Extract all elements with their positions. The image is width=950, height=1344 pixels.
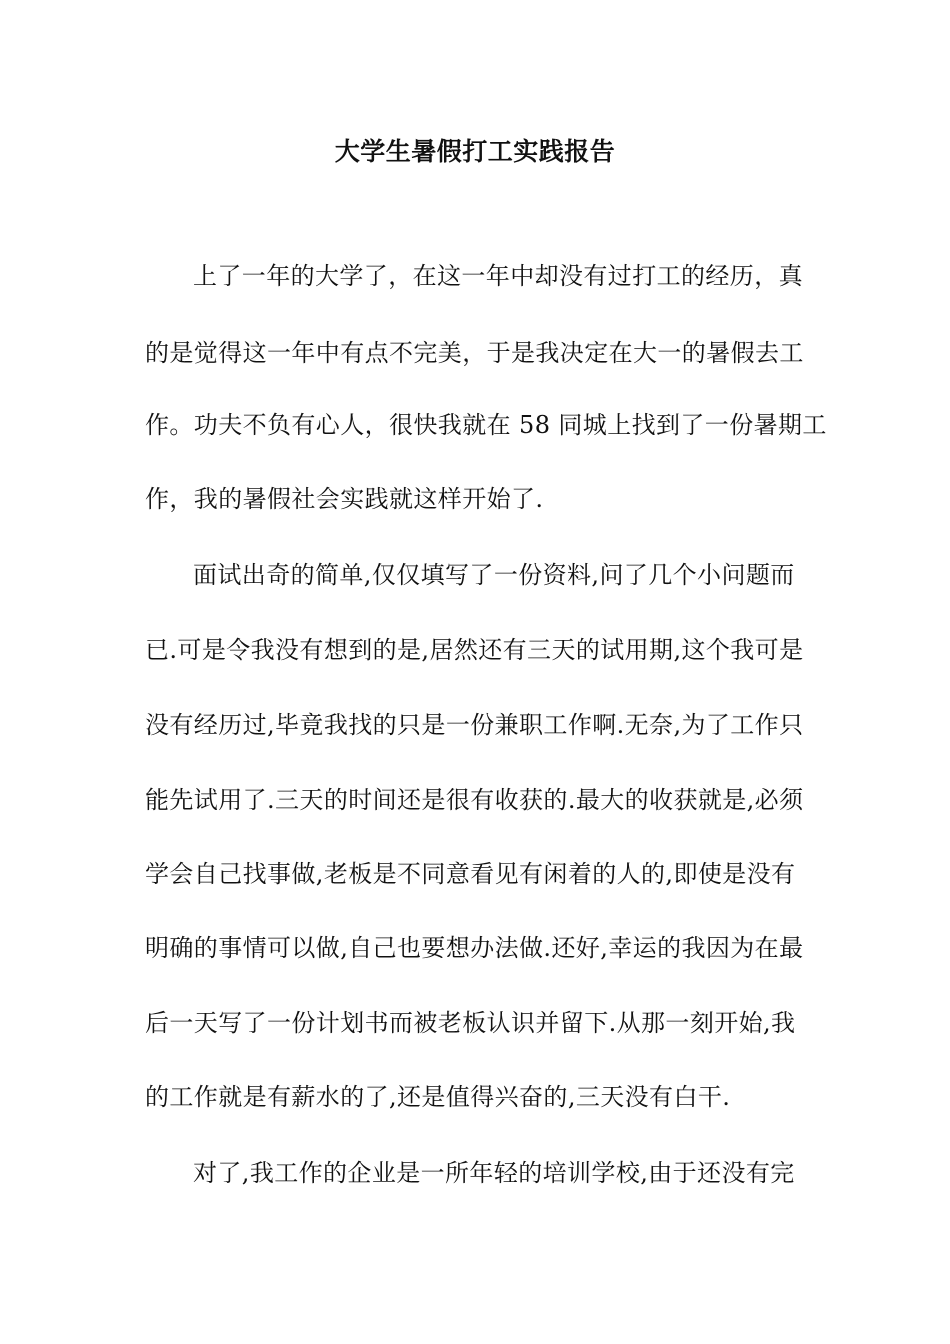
paragraph-line: 学会自己找事做,老板是不同意看见有闲着的人的,即使是没有 — [145, 860, 796, 888]
paragraph-line: 的是觉得这一年中有点不完美，于是我决定在大一的暑假去工 — [145, 339, 804, 367]
paragraph-line: 已.可是令我没有想到的是,居然还有三天的试用期,这个我可是 — [145, 636, 804, 664]
paragraph-line: 的工作就是有薪水的了,还是值得兴奋的,三天没有白干. — [145, 1083, 731, 1111]
paragraph-line: 能先试用了.三天的时间还是很有收获的.最大的收获就是,必须 — [145, 786, 804, 814]
paragraph-line: 明确的事情可以做,自己也要想办法做.还好,幸运的我因为在最 — [145, 934, 804, 962]
paragraph-line: 上了一年的大学了，在这一年中却没有过打工的经历，真 — [193, 262, 803, 290]
document-title: 大学生暑假打工实践报告 — [334, 137, 616, 166]
paragraph-line: 面试出奇的简单,仅仅填写了一份资料,问了几个小问题而 — [193, 561, 795, 589]
paragraph-line: 后一天写了一份计划书而被老板认识并留下.从那一刻开始,我 — [145, 1009, 796, 1037]
paragraph-line: 作。功夫不负有心人，很快我就在 58 同城上找到了一份暑期工 — [145, 411, 827, 439]
paragraph-line: 没有经历过,毕竟我找的只是一份兼职工作啊.无奈,为了工作只 — [145, 711, 804, 739]
paragraph-line: 作，我的暑假社会实践就这样开始了. — [145, 485, 544, 513]
paragraph-line: 对了,我工作的企业是一所年轻的培训学校,由于还没有完 — [193, 1159, 795, 1187]
